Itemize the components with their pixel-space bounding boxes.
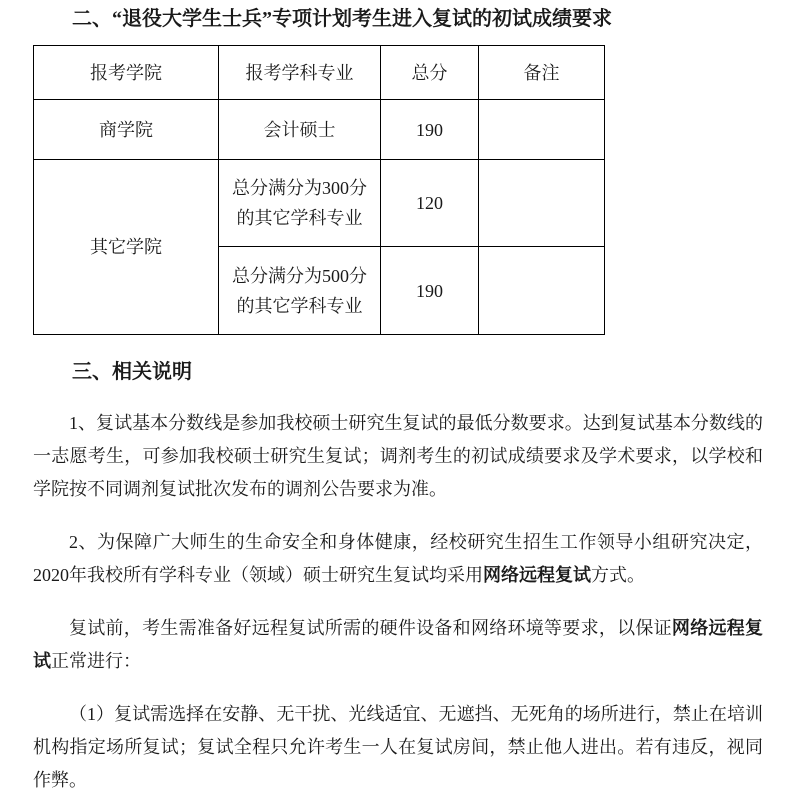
cell-college-merged: 其它学院: [34, 160, 219, 335]
cell-remark: [479, 100, 605, 160]
paragraph: 2、为保障广大师生的生命安全和身体健康，经校研究生招生工作领导小组研究决定，2020年我校所有学科专业（领域）硕士研究生复试均采用网络远程复试方式。: [33, 532, 763, 585]
cell-score: 190: [381, 100, 479, 160]
col-header-score: 总分: [381, 46, 479, 100]
cell-college: 商学院: [34, 100, 219, 160]
section2-title: 二、“退役大学生士兵”专项计划考生进入复试的初试成绩要求: [72, 8, 612, 30]
paragraph: （1）复试需选择在安静、无干扰、光线适宜、无遮挡、无死角的场所进行，禁止在培训机构指定场所复试；复试全程只允许考生一人在复试房间，禁止他人进出。若有违反，视同作弊。: [33, 704, 763, 790]
table-row: [34, 160, 605, 247]
score-table: [33, 45, 605, 335]
table-row: [34, 100, 605, 160]
col-header-major: 报考学科专业: [219, 46, 381, 100]
cell-major: 总分满分为300分的其它学科专业: [219, 160, 381, 247]
cell-score: 120: [381, 160, 479, 247]
cell-remark: [479, 160, 605, 247]
paragraph: 1、复试基本分数线是参加我校硕士研究生复试的最低分数要求。达到复试基本分数线的一志愿考生，可参加我校硕士研究生复试；调剂考生的初试成绩要求及学术要求，以学校和学院按不同调剂复试批次发布的调剂公告要求为准。: [33, 413, 763, 499]
table-header-row: [34, 46, 605, 100]
paragraph: 复试前，考生需准备好远程复试所需的硬件设备和网络环境等要求，以保证网络远程复试正常进行：: [33, 618, 764, 671]
col-header-college: 报考学院: [34, 46, 219, 100]
cell-score: 190: [381, 247, 479, 335]
cell-major: 会计硕士: [219, 100, 381, 160]
notes-paragraphs: [33, 407, 763, 797]
cell-major: 总分满分为500分的其它学科专业: [219, 247, 381, 335]
col-header-remark: 备注: [479, 46, 605, 100]
cell-remark: [479, 247, 605, 335]
section3-heading: 三、相关说明: [72, 361, 192, 383]
